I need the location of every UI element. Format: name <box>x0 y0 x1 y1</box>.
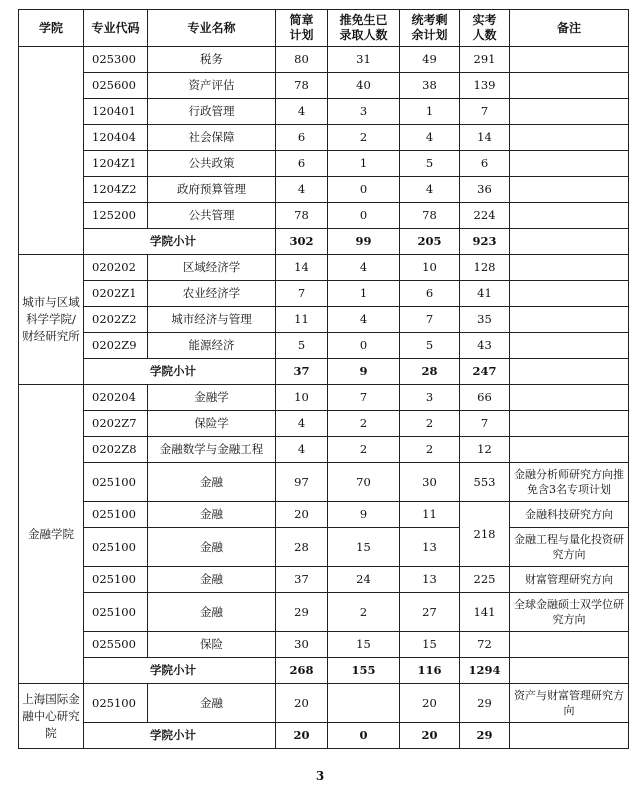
note-cell <box>510 229 629 255</box>
subtotal-row <box>19 658 629 684</box>
subtotal-plan: 302 <box>276 229 328 255</box>
table-row <box>19 593 629 632</box>
note-cell <box>510 47 629 73</box>
remaining-cell: 38 <box>400 73 460 99</box>
code-cell: 025100 <box>84 528 148 567</box>
actual-cell: 66 <box>460 385 510 411</box>
actual-cell: 72 <box>460 632 510 658</box>
note-cell: 资产与财富管理研究方向 <box>510 684 629 723</box>
code-cell: 120401 <box>84 99 148 125</box>
actual-cell: 41 <box>460 281 510 307</box>
actual-cell: 141 <box>460 593 510 632</box>
table-row <box>19 47 629 73</box>
admitted-cell: 2 <box>328 593 400 632</box>
admitted-cell: 0 <box>328 177 400 203</box>
table-row <box>19 99 629 125</box>
note-cell <box>510 333 629 359</box>
note-cell <box>510 151 629 177</box>
code-cell: 025100 <box>84 684 148 723</box>
table-row <box>19 528 629 567</box>
subtotal-plan: 20 <box>276 723 328 749</box>
actual-cell: 225 <box>460 567 510 593</box>
name-cell: 金融学 <box>148 385 276 411</box>
admitted-cell: 1 <box>328 281 400 307</box>
remaining-cell: 7 <box>400 307 460 333</box>
col-plan: 简章 计划 <box>276 10 328 47</box>
subtotal-admitted: 9 <box>328 359 400 385</box>
plan-cell: 20 <box>276 684 328 723</box>
note-cell: 金融分析师研究方向推免含3名专项计划 <box>510 463 629 502</box>
col-note: 备注 <box>510 10 629 47</box>
note-cell <box>510 411 629 437</box>
subtotal-remaining: 20 <box>400 723 460 749</box>
table-row <box>19 684 629 723</box>
code-cell: 025100 <box>84 463 148 502</box>
table-row <box>19 255 629 281</box>
table-row <box>19 203 629 229</box>
code-cell: 1204Z1 <box>84 151 148 177</box>
actual-cell: 224 <box>460 203 510 229</box>
table-row <box>19 333 629 359</box>
admitted-cell: 7 <box>328 385 400 411</box>
subtotal-row <box>19 359 629 385</box>
admitted-cell: 15 <box>328 632 400 658</box>
name-cell: 保险学 <box>148 411 276 437</box>
code-cell: 025300 <box>84 47 148 73</box>
admissions-table <box>18 9 629 749</box>
table-row <box>19 125 629 151</box>
code-cell: 025100 <box>84 593 148 632</box>
subtotal-actual: 1294 <box>460 658 510 684</box>
note-cell <box>510 307 629 333</box>
subtotal-admitted: 99 <box>328 229 400 255</box>
code-cell: 125200 <box>84 203 148 229</box>
col-actual: 实考 人数 <box>460 10 510 47</box>
admitted-cell: 40 <box>328 73 400 99</box>
admitted-cell <box>328 684 400 723</box>
table-row <box>19 411 629 437</box>
subtotal-remaining: 116 <box>400 658 460 684</box>
admitted-cell: 1 <box>328 151 400 177</box>
code-cell: 020204 <box>84 385 148 411</box>
admitted-cell: 0 <box>328 333 400 359</box>
subtotal-label: 学院小计 <box>84 658 276 684</box>
plan-cell: 6 <box>276 151 328 177</box>
remaining-cell: 2 <box>400 411 460 437</box>
actual-cell: 29 <box>460 684 510 723</box>
admitted-cell: 9 <box>328 502 400 528</box>
subtotal-admitted: 0 <box>328 723 400 749</box>
college-cell: 上海国际金融中心研究院 <box>19 684 84 749</box>
plan-cell: 4 <box>276 177 328 203</box>
note-cell: 全球金融硕士双学位研究方向 <box>510 593 629 632</box>
plan-cell: 10 <box>276 385 328 411</box>
plan-cell: 6 <box>276 125 328 151</box>
actual-cell: 6 <box>460 151 510 177</box>
subtotal-actual: 29 <box>460 723 510 749</box>
actual-cell: 218 <box>460 502 510 567</box>
name-cell: 公共管理 <box>148 203 276 229</box>
admitted-cell: 2 <box>328 411 400 437</box>
admitted-cell: 3 <box>328 99 400 125</box>
subtotal-remaining: 205 <box>400 229 460 255</box>
plan-cell: 97 <box>276 463 328 502</box>
table-row <box>19 307 629 333</box>
table-row <box>19 385 629 411</box>
admitted-cell: 15 <box>328 528 400 567</box>
subtotal-label: 学院小计 <box>84 229 276 255</box>
plan-cell: 4 <box>276 437 328 463</box>
remaining-cell: 6 <box>400 281 460 307</box>
actual-cell: 128 <box>460 255 510 281</box>
remaining-cell: 11 <box>400 502 460 528</box>
admitted-cell: 70 <box>328 463 400 502</box>
code-cell: 120404 <box>84 125 148 151</box>
subtotal-admitted: 155 <box>328 658 400 684</box>
actual-cell: 7 <box>460 99 510 125</box>
name-cell: 金融 <box>148 463 276 502</box>
note-cell <box>510 99 629 125</box>
remaining-cell: 13 <box>400 528 460 567</box>
actual-cell: 36 <box>460 177 510 203</box>
table-row <box>19 281 629 307</box>
note-cell: 金融工程与量化投资研究方向 <box>510 528 629 567</box>
note-cell <box>510 125 629 151</box>
plan-cell: 11 <box>276 307 328 333</box>
plan-cell: 29 <box>276 593 328 632</box>
note-cell <box>510 203 629 229</box>
name-cell: 金融 <box>148 567 276 593</box>
admitted-cell: 24 <box>328 567 400 593</box>
table-row <box>19 151 629 177</box>
plan-cell: 28 <box>276 528 328 567</box>
admitted-cell: 2 <box>328 437 400 463</box>
note-cell <box>510 723 629 749</box>
note-cell <box>510 177 629 203</box>
subtotal-plan: 37 <box>276 359 328 385</box>
code-cell: 025100 <box>84 567 148 593</box>
code-cell: 025600 <box>84 73 148 99</box>
note-cell <box>510 255 629 281</box>
actual-cell: 43 <box>460 333 510 359</box>
col-remaining: 统考剩 余计划 <box>400 10 460 47</box>
code-cell: 020202 <box>84 255 148 281</box>
name-cell: 金融 <box>148 528 276 567</box>
table-row <box>19 73 629 99</box>
name-cell: 金融 <box>148 593 276 632</box>
name-cell: 公共政策 <box>148 151 276 177</box>
col-name: 专业名称 <box>148 10 276 47</box>
code-cell: 0202Z1 <box>84 281 148 307</box>
plan-cell: 20 <box>276 502 328 528</box>
college-cell: 金融学院 <box>19 385 84 684</box>
name-cell: 区域经济学 <box>148 255 276 281</box>
note-cell <box>510 385 629 411</box>
table-row <box>19 632 629 658</box>
note-cell <box>510 281 629 307</box>
code-cell: 1204Z2 <box>84 177 148 203</box>
remaining-cell: 2 <box>400 437 460 463</box>
table-row <box>19 502 629 528</box>
subtotal-row <box>19 723 629 749</box>
remaining-cell: 30 <box>400 463 460 502</box>
subtotal-label: 学院小计 <box>84 723 276 749</box>
admitted-cell: 4 <box>328 307 400 333</box>
admitted-cell: 31 <box>328 47 400 73</box>
remaining-cell: 15 <box>400 632 460 658</box>
name-cell: 社会保障 <box>148 125 276 151</box>
remaining-cell: 78 <box>400 203 460 229</box>
note-cell <box>510 632 629 658</box>
page-number: 3 <box>315 769 325 783</box>
table-row <box>19 437 629 463</box>
actual-cell: 553 <box>460 463 510 502</box>
plan-cell: 14 <box>276 255 328 281</box>
actual-cell: 291 <box>460 47 510 73</box>
subtotal-plan: 268 <box>276 658 328 684</box>
plan-cell: 5 <box>276 333 328 359</box>
table-row <box>19 177 629 203</box>
admitted-cell: 2 <box>328 125 400 151</box>
note-cell <box>510 437 629 463</box>
note-cell: 金融科技研究方向 <box>510 502 629 528</box>
name-cell: 税务 <box>148 47 276 73</box>
name-cell: 能源经济 <box>148 333 276 359</box>
col-admitted: 推免生已 录取人数 <box>328 10 400 47</box>
code-cell: 0202Z2 <box>84 307 148 333</box>
name-cell: 农业经济学 <box>148 281 276 307</box>
code-cell: 025100 <box>84 502 148 528</box>
name-cell: 城市经济与管理 <box>148 307 276 333</box>
remaining-cell: 27 <box>400 593 460 632</box>
college-cell: 城市与区域科学学院/财经研究所 <box>19 255 84 385</box>
remaining-cell: 49 <box>400 47 460 73</box>
plan-cell: 4 <box>276 411 328 437</box>
table-row <box>19 567 629 593</box>
subtotal-remaining: 28 <box>400 359 460 385</box>
code-cell: 025500 <box>84 632 148 658</box>
table-row <box>19 463 629 502</box>
name-cell: 金融 <box>148 684 276 723</box>
code-cell: 0202Z9 <box>84 333 148 359</box>
subtotal-actual: 247 <box>460 359 510 385</box>
note-cell: 财富管理研究方向 <box>510 567 629 593</box>
plan-cell: 37 <box>276 567 328 593</box>
remaining-cell: 13 <box>400 567 460 593</box>
remaining-cell: 4 <box>400 125 460 151</box>
plan-cell: 4 <box>276 99 328 125</box>
plan-cell: 78 <box>276 203 328 229</box>
code-cell: 0202Z8 <box>84 437 148 463</box>
remaining-cell: 4 <box>400 177 460 203</box>
remaining-cell: 1 <box>400 99 460 125</box>
actual-cell: 139 <box>460 73 510 99</box>
name-cell: 金融数学与金融工程 <box>148 437 276 463</box>
col-code: 专业代码 <box>84 10 148 47</box>
plan-cell: 80 <box>276 47 328 73</box>
note-cell <box>510 658 629 684</box>
remaining-cell: 5 <box>400 333 460 359</box>
plan-cell: 78 <box>276 73 328 99</box>
plan-cell: 7 <box>276 281 328 307</box>
subtotal-actual: 923 <box>460 229 510 255</box>
college-cell <box>19 47 84 255</box>
subtotal-row <box>19 229 629 255</box>
remaining-cell: 20 <box>400 684 460 723</box>
name-cell: 资产评估 <box>148 73 276 99</box>
plan-cell: 30 <box>276 632 328 658</box>
admitted-cell: 4 <box>328 255 400 281</box>
admitted-cell: 0 <box>328 203 400 229</box>
actual-cell: 35 <box>460 307 510 333</box>
remaining-cell: 3 <box>400 385 460 411</box>
code-cell: 0202Z7 <box>84 411 148 437</box>
header-row <box>19 10 629 47</box>
note-cell <box>510 359 629 385</box>
actual-cell: 14 <box>460 125 510 151</box>
remaining-cell: 5 <box>400 151 460 177</box>
name-cell: 政府预算管理 <box>148 177 276 203</box>
col-college: 学院 <box>19 10 84 47</box>
actual-cell: 12 <box>460 437 510 463</box>
name-cell: 金融 <box>148 502 276 528</box>
name-cell: 保险 <box>148 632 276 658</box>
subtotal-label: 学院小计 <box>84 359 276 385</box>
remaining-cell: 10 <box>400 255 460 281</box>
name-cell: 行政管理 <box>148 99 276 125</box>
note-cell <box>510 73 629 99</box>
actual-cell: 7 <box>460 411 510 437</box>
